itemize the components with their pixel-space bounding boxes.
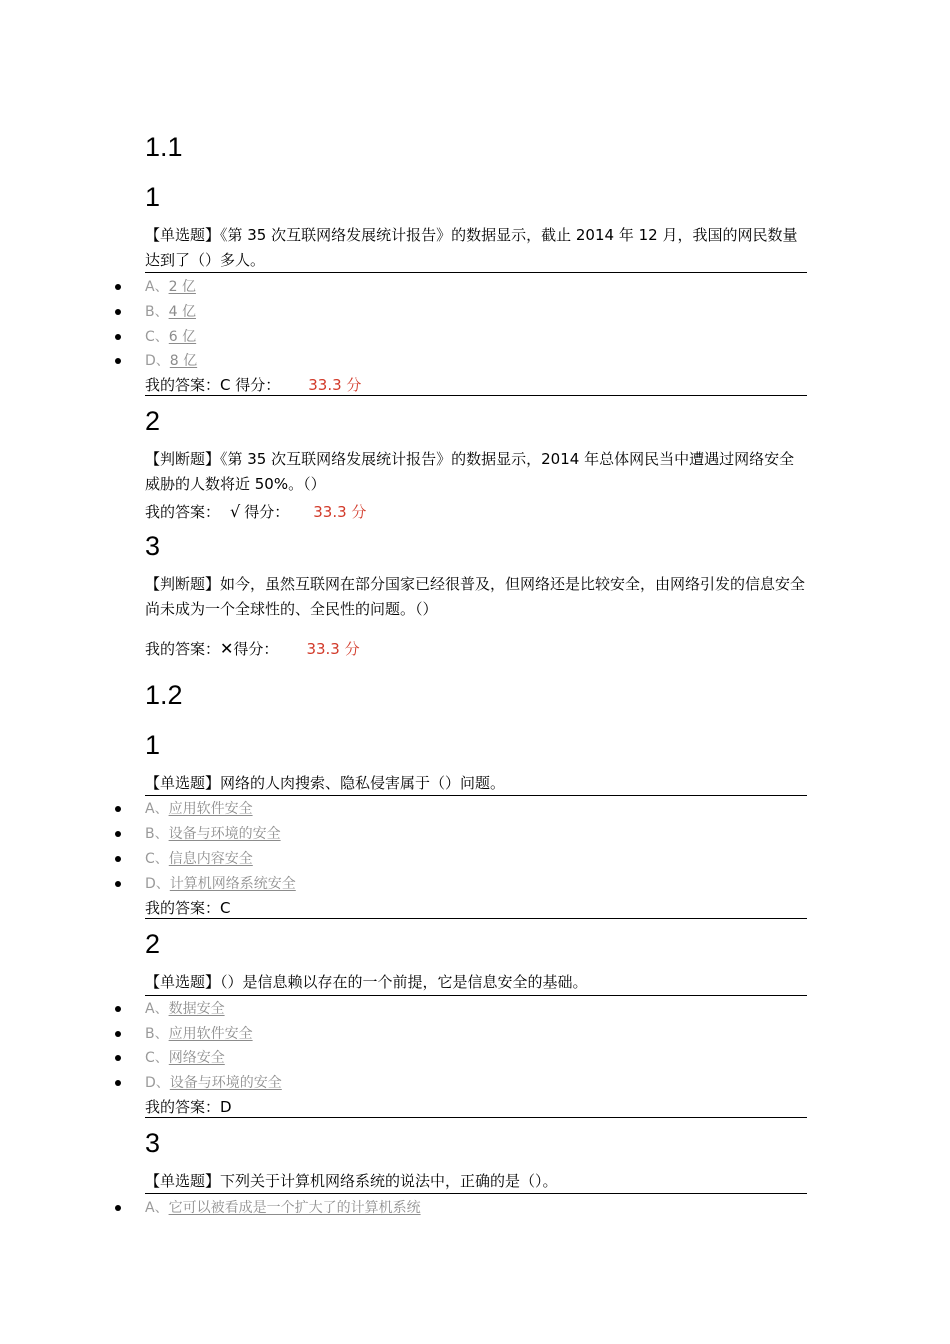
bullet-icon xyxy=(115,284,121,290)
bullet-icon xyxy=(115,1031,121,1037)
section-title: 1.1 xyxy=(145,132,183,162)
option-c[interactable]: C、网络安全 xyxy=(145,1050,225,1066)
bullet-icon xyxy=(115,358,121,364)
my-answer: 我的答案：✕得分： 33.3 分 xyxy=(145,639,360,658)
question-number: 2 xyxy=(145,929,161,959)
bullet-icon xyxy=(115,334,121,340)
question-text: 【判断题】如今，虽然互联网在部分国家已经很普及，但网络还是比较安全，由网络引发的信息安全尚未成为一个全球性的、全民性的问题。（） xyxy=(145,575,806,618)
score-value: 33.3 分 xyxy=(308,376,362,394)
divider xyxy=(145,795,807,796)
question-text: 【判断题】《第 35 次互联网络发展统计报告》的数据显示，2014 年总体网民当中遭遇过网络安全威胁的人数将近 50%。（） xyxy=(145,450,795,493)
my-answer: 我的答案：C 得分： 33.3 分 xyxy=(145,376,362,394)
bullet-icon xyxy=(115,1080,121,1086)
option-a[interactable]: A、它可以被看成是一个扩大了的计算机系统 xyxy=(145,1200,421,1216)
divider xyxy=(145,1117,807,1118)
cross-mark-icon: ✕ xyxy=(220,639,234,658)
my-answer: 我的答案：D xyxy=(145,1098,232,1116)
bullet-icon xyxy=(115,831,121,837)
option-a[interactable]: A、2 亿 xyxy=(145,279,196,295)
question-number: 1 xyxy=(145,730,161,760)
section-title: 1.2 xyxy=(145,680,183,710)
my-answer: 我的答案：C xyxy=(145,899,231,917)
option-c[interactable]: C、6 亿 xyxy=(145,329,197,345)
question-number: 3 xyxy=(145,531,161,561)
divider xyxy=(145,1193,807,1194)
option-c[interactable]: C、信息内容安全 xyxy=(145,851,253,867)
bullet-icon xyxy=(115,1055,121,1061)
bullet-icon xyxy=(115,1205,121,1211)
option-a[interactable]: A、应用软件安全 xyxy=(145,801,253,817)
option-b[interactable]: B、设备与环境的安全 xyxy=(145,826,281,842)
question-text: 【单选题】《第 35 次互联网络发展统计报告》的数据显示，截止 2014 年 12 月，我国的网民数量达到了（）多人。 xyxy=(145,226,798,269)
question-text: 【单选题】（）是信息赖以存在的一个前提，它是信息安全的基础。 xyxy=(145,973,588,991)
option-b[interactable]: B、4 亿 xyxy=(145,304,196,320)
bullet-icon xyxy=(115,881,121,887)
bullet-icon xyxy=(115,309,121,315)
option-a[interactable]: A、数据安全 xyxy=(145,1001,225,1017)
option-d[interactable]: D、8 亿 xyxy=(145,353,198,369)
divider xyxy=(145,995,807,996)
divider xyxy=(145,272,807,273)
option-b[interactable]: B、应用软件安全 xyxy=(145,1026,253,1042)
check-mark-icon: √ xyxy=(230,502,241,521)
my-answer: 我的答案： √ 得分： 33.3 分 xyxy=(145,502,367,521)
question-text: 【单选题】网络的人肉搜索、隐私侵害属于（）问题。 xyxy=(145,774,506,792)
bullet-icon xyxy=(115,856,121,862)
question-text: 【单选题】下列关于计算机网络系统的说法中，正确的是（）。 xyxy=(145,1172,558,1190)
divider xyxy=(145,395,807,396)
score-value: 33.3 分 xyxy=(306,640,360,658)
score-value: 33.3 分 xyxy=(313,503,367,521)
bullet-icon xyxy=(115,806,121,812)
question-number: 3 xyxy=(145,1128,161,1158)
bullet-icon xyxy=(115,1006,121,1012)
option-d[interactable]: D、计算机网络系统安全 xyxy=(145,876,296,892)
question-number: 2 xyxy=(145,406,161,436)
question-number: 1 xyxy=(145,182,161,212)
divider xyxy=(145,918,807,919)
option-d[interactable]: D、设备与环境的安全 xyxy=(145,1075,282,1091)
